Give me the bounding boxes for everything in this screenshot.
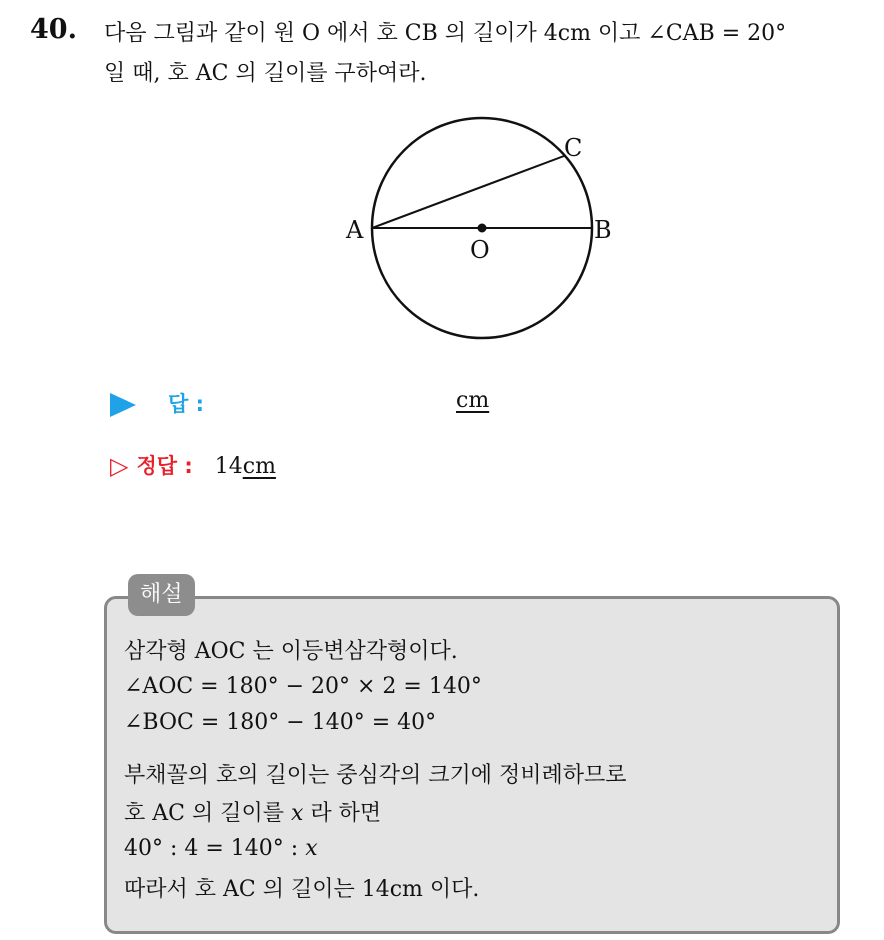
solution-line-5-text-b: 라 하면 [303, 801, 382, 826]
solution-line-2: ∠AOC = 180° − 20° × 2 = 140° [124, 674, 482, 699]
outline-triangle-icon: ▷ [110, 452, 129, 480]
question-text-line-1: 다음 그림과 같이 원 O 에서 호 CB 의 길이가 4cm 이고 ∠CAB = 20° [104, 21, 787, 46]
correct-unit: cm [242, 454, 276, 479]
correct-value: 14 [214, 454, 243, 479]
answer-row [110, 388, 490, 418]
question-text-line-2: 일 때, 호 AC 의 길이를 구하여라. [104, 61, 427, 86]
label-o: O [470, 236, 490, 264]
solution-line-5-text-a: 호 AC 의 길이를 [124, 801, 291, 826]
solution-line-6 [124, 836, 318, 861]
label-b: B [594, 216, 612, 244]
solution-line-4: 부채꼴의 호의 길이는 중심각의 크기에 정비례하므로 [124, 763, 627, 788]
solution-line-6-variable: x [305, 836, 318, 861]
chord-ac [372, 156, 564, 228]
label-a: A [346, 216, 364, 244]
center-point [478, 224, 487, 233]
solution-line-1: 삼각형 AOC 는 이등변삼각형이다. [124, 639, 458, 664]
answer-unit: cm [456, 388, 490, 413]
play-triangle-icon [110, 393, 136, 417]
solution-line-5-variable: x [290, 801, 304, 826]
label-c: C [564, 134, 583, 162]
solution-line-3: ∠BOC = 180° − 140° = 40° [124, 710, 437, 735]
correct-answer-row [110, 450, 276, 480]
correct-label: 정답 : [136, 454, 193, 478]
answer-label: 답 : [168, 392, 204, 416]
circle-figure [330, 112, 640, 352]
question-number: 40. [30, 14, 77, 45]
solution-tag: 해설 [128, 574, 195, 616]
solution-line-6-text: 40° : 4 = 140° : [124, 836, 306, 861]
solution-line-5 [124, 796, 381, 827]
solution-line-7: 따라서 호 AC 의 길이는 14cm 이다. [124, 877, 480, 902]
